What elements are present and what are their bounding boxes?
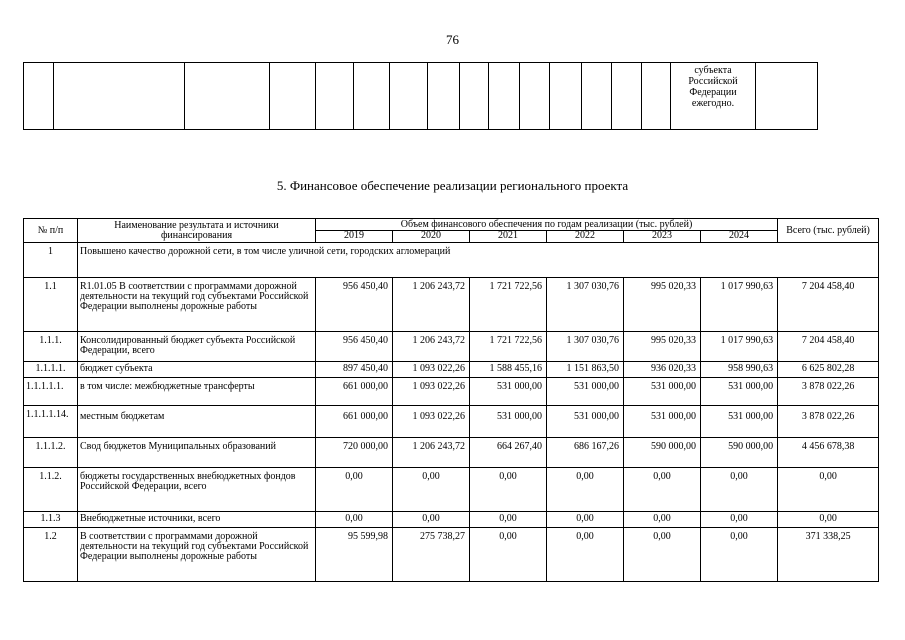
row-value: 0,00	[701, 512, 778, 528]
row-name: Свод бюджетов Муниципальных образований	[78, 438, 316, 468]
continuation-table	[23, 62, 818, 130]
table-cell	[428, 63, 460, 130]
table-cell	[54, 63, 185, 130]
row-value: 590 000,00	[624, 438, 701, 468]
section-row	[24, 243, 879, 278]
row-value: 720 000,00	[316, 438, 393, 468]
row-value: 0,00	[316, 468, 393, 512]
row-num: 1.1.1.1.1.	[24, 378, 78, 406]
table-row	[24, 468, 879, 512]
row-value: 590 000,00	[701, 438, 778, 468]
row-value: 1 017 990,63	[701, 332, 778, 362]
row-name: В соответствии с программами дорожной деятельности на текущий год субъектами Российской Федерации выполнены дорожные работы	[78, 528, 316, 582]
row-value: 531 000,00	[470, 406, 547, 438]
row-num: 1.1	[24, 278, 78, 332]
row-value: 1 307 030,76	[547, 278, 624, 332]
row-value: 95 599,98	[316, 528, 393, 582]
row-value: 531 000,00	[547, 406, 624, 438]
header-year: 2020	[393, 231, 470, 243]
row-total: 0,00	[778, 468, 879, 512]
row-value: 1 093 022,26	[393, 362, 470, 378]
row-total: 4 456 678,38	[778, 438, 879, 468]
row-value: 1 093 022,26	[393, 406, 470, 438]
row-value: 956 450,40	[316, 278, 393, 332]
row-value: 0,00	[701, 468, 778, 512]
row-value: 1 721 722,56	[470, 332, 547, 362]
row-total: 0,00	[778, 512, 879, 528]
continuation-cell-text: субъекта Российской Федерации ежегодно.	[671, 63, 756, 130]
header-year: 2023	[624, 231, 701, 243]
row-value: 0,00	[470, 512, 547, 528]
table-cell	[24, 63, 54, 130]
row-total: 3 878 022,26	[778, 378, 879, 406]
row-value: 0,00	[470, 468, 547, 512]
row-value: 0,00	[624, 528, 701, 582]
table-row	[24, 406, 879, 438]
table-cell	[316, 63, 354, 130]
row-num: 1.1.3	[24, 512, 78, 528]
row-value: 0,00	[393, 468, 470, 512]
row-name: в том числе: межбюджетные трансферты	[78, 378, 316, 406]
row-value: 0,00	[470, 528, 547, 582]
row-name: местным бюджетам	[78, 406, 316, 438]
row-value: 1 017 990,63	[701, 278, 778, 332]
row-value: 531 000,00	[701, 406, 778, 438]
row-name: бюджет субъекта	[78, 362, 316, 378]
row-total: 371 338,25	[778, 528, 879, 582]
row-value: 664 267,40	[470, 438, 547, 468]
header-volume: Объем финансового обеспечения по годам реализации (тыс. рублей)	[316, 219, 778, 231]
table-row	[24, 438, 879, 468]
table-cell	[642, 63, 671, 130]
section-title: 5. Финансовое обеспечение реализации регионального проекта	[276, 178, 629, 193]
row-value: 0,00	[316, 512, 393, 528]
table-cell	[550, 63, 582, 130]
row-value: 1 206 243,72	[393, 438, 470, 468]
header-name: Наименование результата и источники финансирования	[78, 219, 316, 243]
row-num: 1.2	[24, 528, 78, 582]
row-num: 1.1.1.2.	[24, 438, 78, 468]
row-value: 956 450,40	[316, 332, 393, 362]
header-year: 2021	[470, 231, 547, 243]
header-year: 2024	[701, 231, 778, 243]
row-name: R1.01.05 В соответствии с программами дорожной деятельности на текущий год субъектами Российской Федерации выполнены дорожные работы	[78, 278, 316, 332]
row-value: 686 167,26	[547, 438, 624, 468]
header-year: 2019	[316, 231, 393, 243]
table-cell	[390, 63, 428, 130]
table-row	[24, 528, 879, 582]
row-value: 995 020,33	[624, 278, 701, 332]
row-value: 1 721 722,56	[470, 278, 547, 332]
row-value: 936 020,33	[624, 362, 701, 378]
row-num: 1.1.2.	[24, 468, 78, 512]
table-cell	[582, 63, 612, 130]
row-value: 661 000,00	[316, 406, 393, 438]
header-year: 2022	[547, 231, 624, 243]
table-cell	[354, 63, 390, 130]
page-number: 76	[446, 32, 459, 47]
financing-table	[23, 218, 879, 582]
row-value: 0,00	[624, 468, 701, 512]
row-value: 1 093 022,26	[393, 378, 470, 406]
row-value: 0,00	[624, 512, 701, 528]
table-cell	[520, 63, 550, 130]
row-name: Внебюджетные источники, всего	[78, 512, 316, 528]
row-num: 1	[24, 243, 78, 278]
row-total: 7 204 458,40	[778, 278, 879, 332]
section-row-text: Повышено качество дорожной сети, в том числе уличной сети, городских агломераций	[78, 243, 879, 278]
row-num: 1.1.1.1.	[24, 362, 78, 378]
row-value: 275 738,27	[393, 528, 470, 582]
table-cell	[489, 63, 520, 130]
row-value: 531 000,00	[470, 378, 547, 406]
table-row	[24, 362, 879, 378]
table-row	[24, 278, 879, 332]
row-value: 1 206 243,72	[393, 278, 470, 332]
row-name: Консолидированный бюджет субъекта Российской Федерации, всего	[78, 332, 316, 362]
row-num: 1.1.1.	[24, 332, 78, 362]
row-value: 531 000,00	[624, 378, 701, 406]
row-value: 897 450,40	[316, 362, 393, 378]
table-cell	[185, 63, 270, 130]
row-value: 1 151 863,50	[547, 362, 624, 378]
table-cell	[612, 63, 642, 130]
row-value: 0,00	[547, 512, 624, 528]
header-num: № п/п	[24, 219, 78, 243]
row-value: 1 588 455,16	[470, 362, 547, 378]
table-row	[24, 512, 879, 528]
row-value: 531 000,00	[701, 378, 778, 406]
row-value: 995 020,33	[624, 332, 701, 362]
row-value: 958 990,63	[701, 362, 778, 378]
table-cell	[460, 63, 489, 130]
row-value: 0,00	[701, 528, 778, 582]
table-cell	[756, 63, 818, 130]
row-value: 1 307 030,76	[547, 332, 624, 362]
header-total: Всего (тыс. рублей)	[778, 219, 879, 243]
table-row	[24, 378, 879, 406]
table-cell	[270, 63, 316, 130]
row-value: 1 206 243,72	[393, 332, 470, 362]
row-value: 531 000,00	[624, 406, 701, 438]
row-total: 6 625 802,28	[778, 362, 879, 378]
row-value: 0,00	[393, 512, 470, 528]
table-row	[24, 332, 879, 362]
row-value: 661 000,00	[316, 378, 393, 406]
row-total: 3 878 022,26	[778, 406, 879, 438]
row-value: 531 000,00	[547, 378, 624, 406]
row-total: 7 204 458,40	[778, 332, 879, 362]
row-name: бюджеты государственных внебюджетных фондов Российской Федерации, всего	[78, 468, 316, 512]
row-value: 0,00	[547, 528, 624, 582]
row-value: 0,00	[547, 468, 624, 512]
row-num: 1.1.1.1.14.	[24, 406, 78, 438]
